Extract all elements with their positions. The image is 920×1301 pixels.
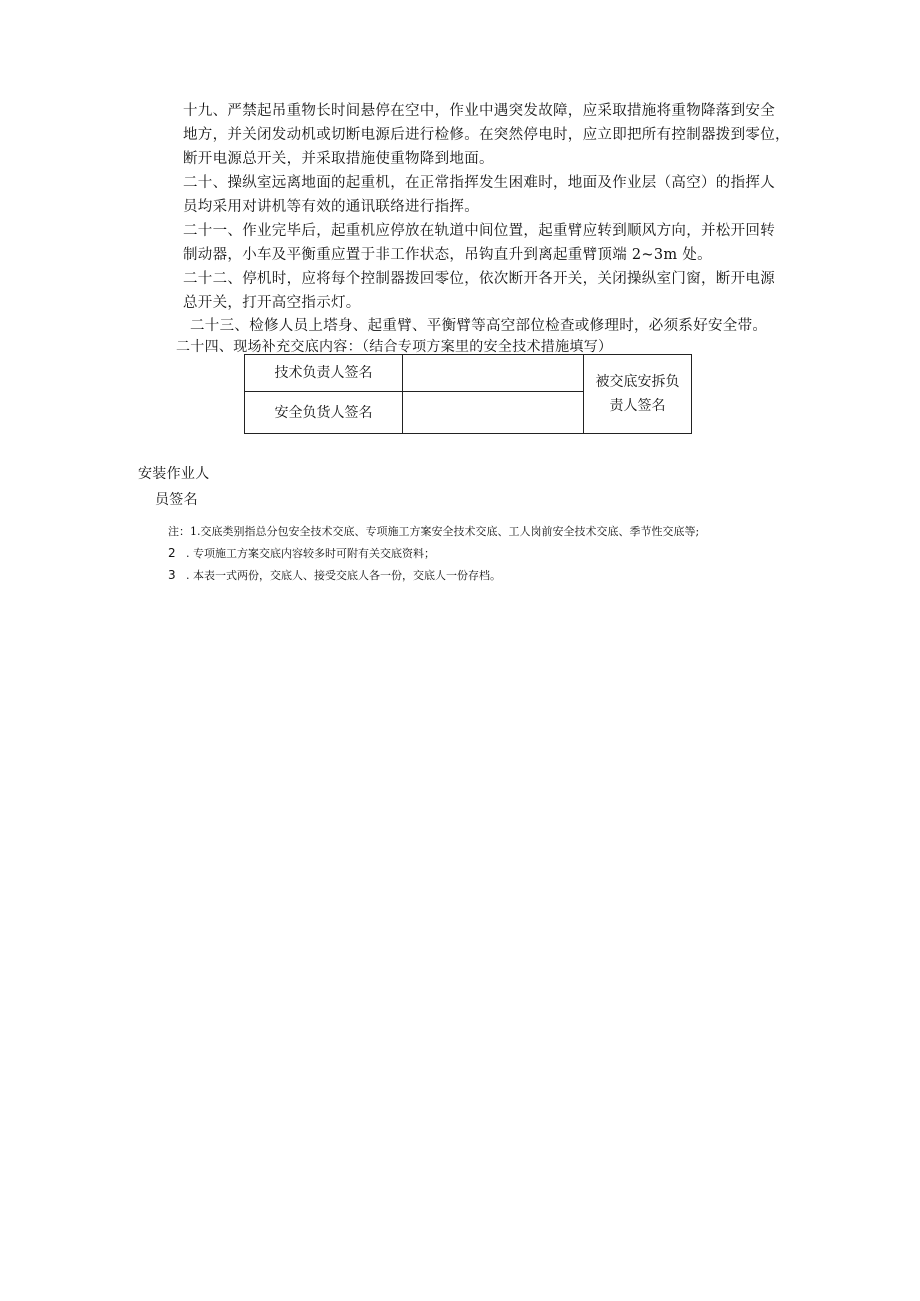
clause-24-line: 二十四、现场补充交底内容：（结合专项方案里的安全技术措施填写） (176, 339, 613, 355)
note-3: . 本表一式两份，交底人、接受交底人各一份，交底人一份存档。 (186, 569, 501, 582)
note-3-number: 3 (168, 568, 176, 582)
tech-lead-signature-field[interactable] (403, 355, 584, 392)
clause-21-line-2: 制动器，小车及平衡重应置于非工作状态，吊钩直升到离起重臂顶端 2~3m 处。 (183, 247, 712, 263)
safety-lead-signature-field[interactable] (403, 392, 584, 434)
safety-lead-signature-label: 安全负货人签名 (245, 392, 403, 434)
tech-lead-signature-label: 技术负责人签名 (245, 355, 403, 392)
receiver-label-line-2: 责人签名 (609, 398, 666, 414)
note-2: . 专项施工方案交底内容较多时可附有关交底资料； (186, 547, 435, 560)
note-1: 注：1.交底类别指总分包安全技术交底、专项施工方案安全技术交底、工人岗前安全技术交底、季节性交底等; (168, 525, 700, 538)
signature-table (244, 354, 692, 434)
clause-22-line-2: 总开关，打开高空指示灯。 (183, 295, 361, 311)
receiver-label-line-1: 被交底安拆负 (595, 374, 680, 390)
clause-21-line-1: 二十一、作业完毕后，起重机应停放在轨道中间位置，起重臂应转到顺风方向，并松开回转 (183, 223, 775, 239)
clause-20-line-2: 员均采用对讲机等有效的通讯联络进行指挥。 (183, 199, 479, 215)
clause-19-line-2: 地方，并关闭发动机或切断电源后进行检修。在突然停电时，应立即把所有控制器拨到零位， (183, 127, 790, 143)
installer-label-line-1: 安装作业人 (138, 466, 210, 482)
clause-19-line-1: 十九、严禁起吊重物长时间悬停在空中，作业中遇突发故障，应采取措施将重物降落到安全 (183, 103, 775, 119)
receiver-signature-label (584, 355, 692, 434)
clause-20-line-1: 二十、操纵室远离地面的起重机，在正常指挥发生困难时，地面及作业层（高空）的指挥人 (183, 175, 775, 191)
clause-19-line-3: 断开电源总开关，并采取措施使重物降到地面。 (183, 151, 494, 167)
clause-23-line: 二十三、检修人员上塔身、起重臂、平衡臂等高空部位检查或修理时，必须系好安全带。 (190, 318, 768, 334)
installer-label-line-2: 员签名 (155, 492, 198, 508)
note-2-number: 2 (168, 546, 176, 560)
clause-22-line-1: 二十二、停机时，应将每个控制器拨回零位，依次断开各开关，关闭操纵室门窗，断开电源 (183, 271, 775, 287)
